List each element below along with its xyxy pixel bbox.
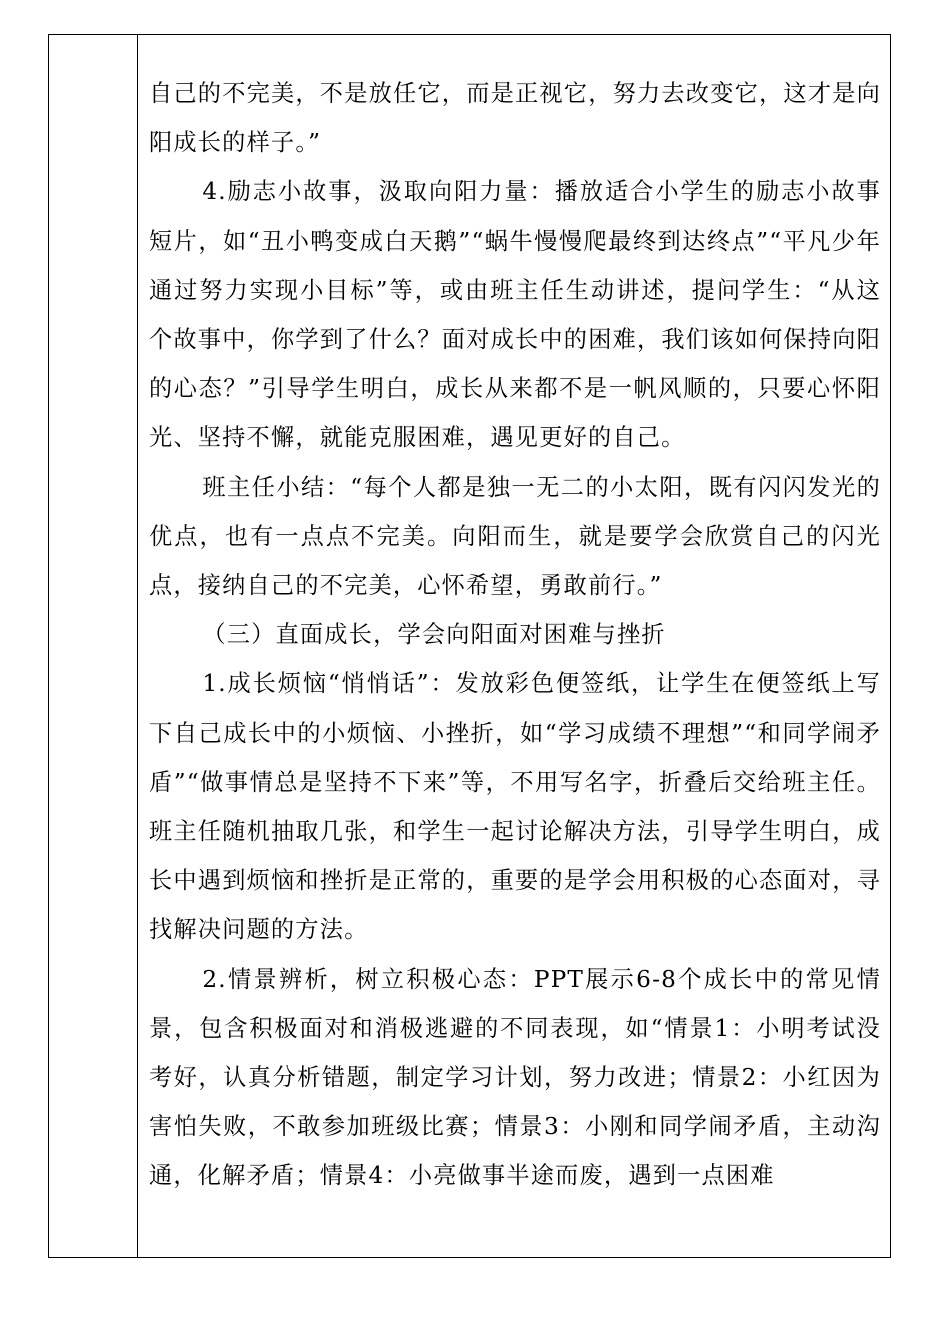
table-left-column xyxy=(49,35,138,1257)
paragraph-continuation: 自己的不完美，不是放任它，而是正视它，努力去改变它，这才是向阳成长的样子。” xyxy=(149,80,881,157)
document-table xyxy=(48,34,891,1258)
paragraph-growth-worries: 1.成长烦恼“悄悄话”：发放彩色便签纸，让学生在便签纸上写下自己成长中的小烦恼、小挫折，如“学习成绩不理想”“和同学闹矛盾”“做事情总是坚持不下来”等，不用写名字，折叠后交给班主任。班主任随机抽取几张，和学生一起讨论解决方法，引导学生明白，成长中遇到烦恼和挫折是正常的，重要的是学会用积极的心态面对，寻找解决问题的方法。 xyxy=(149,670,881,944)
section-heading-3: （三）直面成长，学会向阳面对困难与挫折 xyxy=(202,621,666,649)
paragraph-scenario-analysis: 2.情景辨析，树立积极心态：PPT展示6-8个成长中的常见情景，包含积极面对和消极逃避的不同表现，如“情景1：小明考试没考好，认真分析错题，制定学习计划，努力改进；情景2：小红因为害怕失败，不敢参加班级比赛；情景3：小刚和同学闹矛盾，主动沟通，化解矛盾；情景4：小亮做事半途而废，遇到一点困难 xyxy=(149,965,881,1190)
table-content-cell xyxy=(138,35,890,1257)
paragraph-teacher-summary: 班主任小结：“每个人都是独一无二的小太阳，既有闪闪发光的优点，也有一点点不完美。向阳而生，就是要学会欣赏自己的闪光点，接纳自己的不完美，心怀希望，勇敢前行。” xyxy=(149,473,881,600)
paragraph-story-activity: 4.励志小故事，汲取向阳力量：播放适合小学生的励志小故事短片，如“丑小鸭变成白天鹅”“蜗牛慢慢爬最终到达终点”“平凡少年通过努力实现小目标”等，或由班主任生动讲述，提问学生：“从这个故事中，你学到了什么？面对成长中的困难，我们该如何保持向阳的心态？”引导学生明白，成长从来都不是一帆风顺的，只要心怀阳光、坚持不懈，就能克服困难，遇见更好的自己。 xyxy=(149,178,881,452)
